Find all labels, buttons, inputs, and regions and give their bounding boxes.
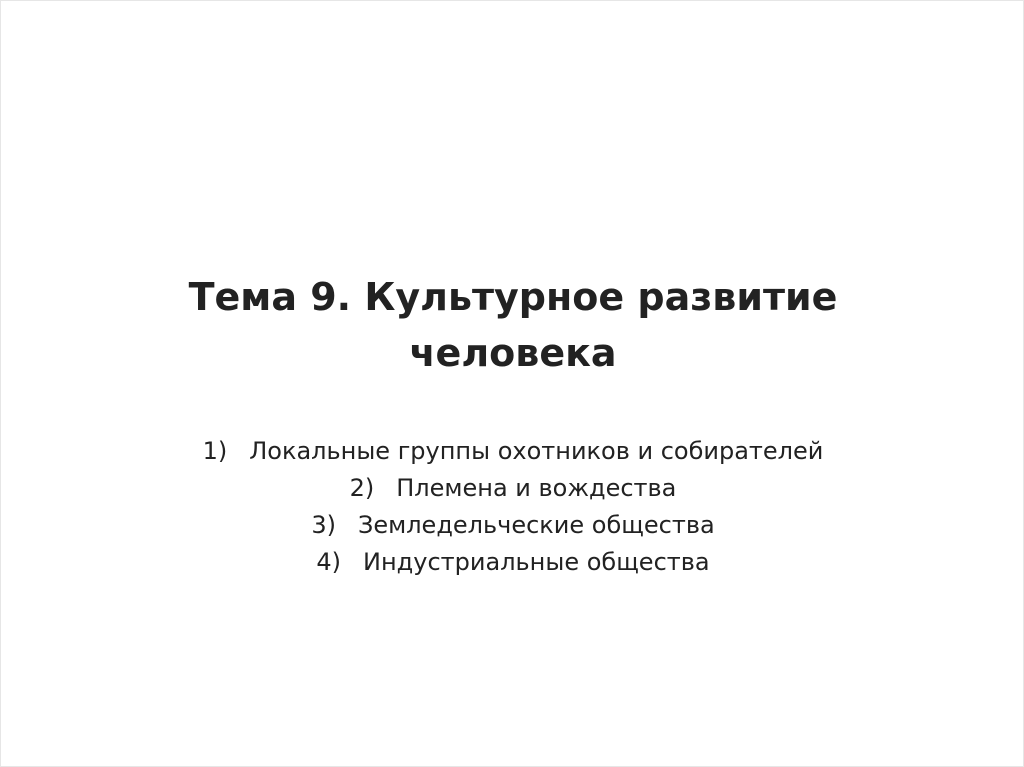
list-item (1, 470, 1024, 507)
slide-title-line-1: Тема 9. Культурное развитие (188, 275, 838, 319)
topic-list (1, 433, 1024, 581)
list-item-text: Племена и вождества (396, 474, 677, 502)
list-item (1, 507, 1024, 544)
list-item (1, 433, 1024, 470)
list-item-text: Локальные группы охотников и собирателей (249, 437, 824, 465)
list-item-number: 4) (316, 548, 342, 576)
slide-title-line-2: человека (409, 331, 617, 375)
list-item-text: Индустриальные общества (363, 548, 710, 576)
list-item-number: 2) (349, 474, 375, 502)
list-item (1, 544, 1024, 581)
list-item-text: Земледельческие общества (357, 511, 715, 539)
list-item-number: 1) (202, 437, 228, 465)
list-item-number: 3) (311, 511, 336, 539)
slide-title (1, 269, 1024, 381)
